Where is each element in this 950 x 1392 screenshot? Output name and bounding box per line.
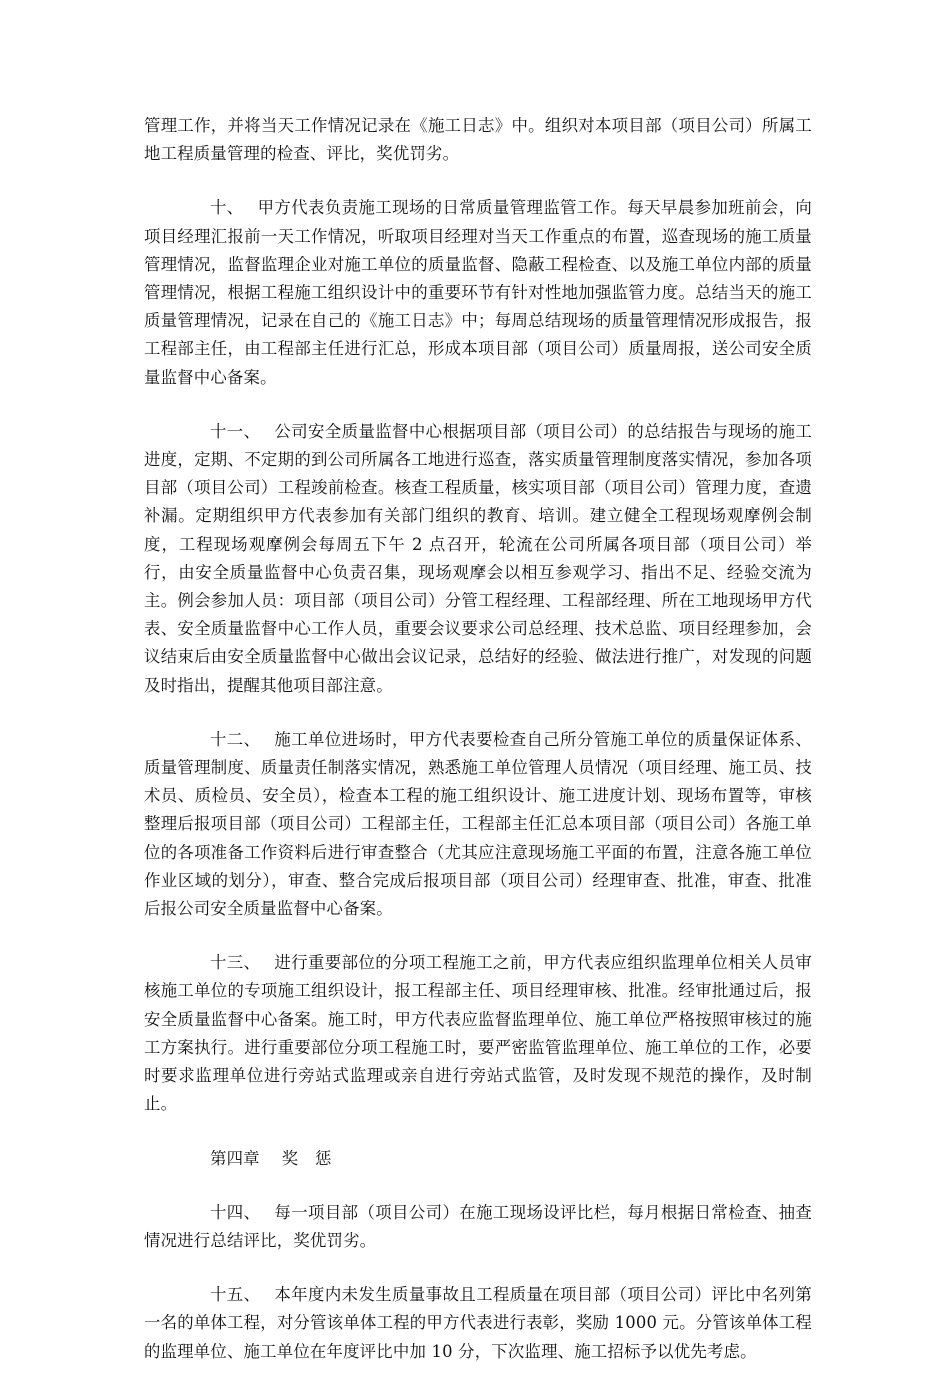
article-12 bbox=[144, 726, 812, 923]
paragraph-text: 进行重要部位的分项工程施工之前，甲方代表应组织监理单位相关人员审核施工单位的专项施工组织设计，报工程部主任、项目经理审核、批准。经审批通过后，报安全质量监督中心备案。施工时，甲方代表应监督监理单位、施工单位严格按照审核过的施工方案执行。进行重要部位分项工程施工时，要严密监管监理单位、施工单位的工作，必要时要求监理单位进行旁站式监理或亲自进行旁站式监管，及时发现不规范的操作，及时制止。 bbox=[144, 953, 812, 1114]
chapter-title: 奖 惩 bbox=[281, 1148, 332, 1168]
article-number: 十二、 bbox=[210, 729, 261, 749]
paragraph-continuation bbox=[144, 112, 812, 168]
article-number: 十五、 bbox=[210, 1285, 261, 1305]
article-10 bbox=[144, 194, 812, 391]
article-number: 十四、 bbox=[210, 1202, 261, 1222]
paragraph-text: 甲方代表负责施工现场的日常质量管理监管工作。每天早晨参加班前会，向项目经理汇报前一天工作情况，听取项目经理对当天工作重点的布置，巡查现场的施工质量管理情况，监督监理企业对施工单位的质量监督、隐蔽工程检查、以及施工单位内部的质量管理情况，根据工程施工组织设计中的重要环节有针对性地加强监管力度。总结当天的施工质量管理情况，记录在自己的《施工日志》中；每周总结现场的质量管理情况形成报告，报工程部主任，由工程部主任进行汇总，形成本项目部（项目公司）质量周报，送公司安全质量监督中心备案。 bbox=[144, 198, 812, 387]
article-number: 十一、 bbox=[210, 421, 261, 441]
paragraph-text: 每一项目部（项目公司）在施工现场设评比栏，每月根据日常检查、抽查情况进行总结评比，奖优罚劣。 bbox=[144, 1202, 812, 1250]
document-page bbox=[144, 112, 812, 1392]
article-number: 十三、 bbox=[210, 953, 261, 973]
article-number: 十、 bbox=[210, 198, 244, 218]
paragraph-text: 施工单位进场时，甲方代表要检查自己所分管施工单位的质量保证体系、质量管理制度、质量责任制落实情况，熟悉施工单位管理人员情况（项目经理、施工员、技术员、质检员、安全员），检查本工程的施工组织设计、施工进度计划、现场布置等，审核整理后报项目部（项目公司）工程部主任，工程部主任汇总本项目部（项目公司）各施工单位的各项准备工作资料后进行审查整合（尤其应注意现场施工平面的布置，注意各施工单位作业区域的划分），审查、整合完成后报项目部（项目公司）经理审查、批准，审查、批准后报公司安全质量监督中心备案。 bbox=[144, 729, 812, 919]
chapter-label: 第四章 bbox=[210, 1148, 260, 1168]
article-14 bbox=[144, 1199, 812, 1255]
article-15 bbox=[144, 1281, 812, 1366]
paragraph-text: 本年度内未发生质量事故且工程质量在项目部（项目公司）评比中名列第一名的单体工程，对分管该单体工程的甲方代表进行表彰，奖励 1000 元。分管该单体工程的监理单位、施工单位在年度评比中加 10 分，下次监理、施工招标予以优先考虑。 bbox=[144, 1285, 812, 1361]
article-11 bbox=[144, 418, 812, 700]
chapter-heading bbox=[144, 1145, 812, 1173]
article-13 bbox=[144, 949, 812, 1118]
paragraph-text: 管理工作，并将当天工作情况记录在《施工日志》中。组织对本项目部（项目公司）所属工地工程质量管理的检查、评比，奖优罚劣。 bbox=[144, 116, 812, 164]
paragraph-text: 公司安全质量监督中心根据项目部（项目公司）的总结报告与现场的施工进度，定期、不定期的到公司所属各工地进行巡查，落实质量管理制度落实情况，参加各项目部（项目公司）工程竣前检查。核查工程质量，核实项目部（项目公司）管理力度，查遗补漏。定期组织甲方代表参加有关部门组织的教育、培训。建立健全工程现场观摩例会制度，工程现场观摩例会每周五下午 2 点召开，轮流在公司所属各项目部（项目公司）举行，由安全质量监督中心负责召集，现场观摩会以相互参观学习、指出不足、经验交流为主。例会参加人员：项目部（项目公司）分管工程经理、工程部经理、所在工地现场甲方代表、安全质量监督中心工作人员，重要会议要求公司总经理、技术总监、项目经理参加，会议结束后由安全质量监督中心做出会议记录，总结好的经验、做法进行推广，对发现的问题及时指出，提醒其他项目部注意。 bbox=[144, 421, 812, 695]
